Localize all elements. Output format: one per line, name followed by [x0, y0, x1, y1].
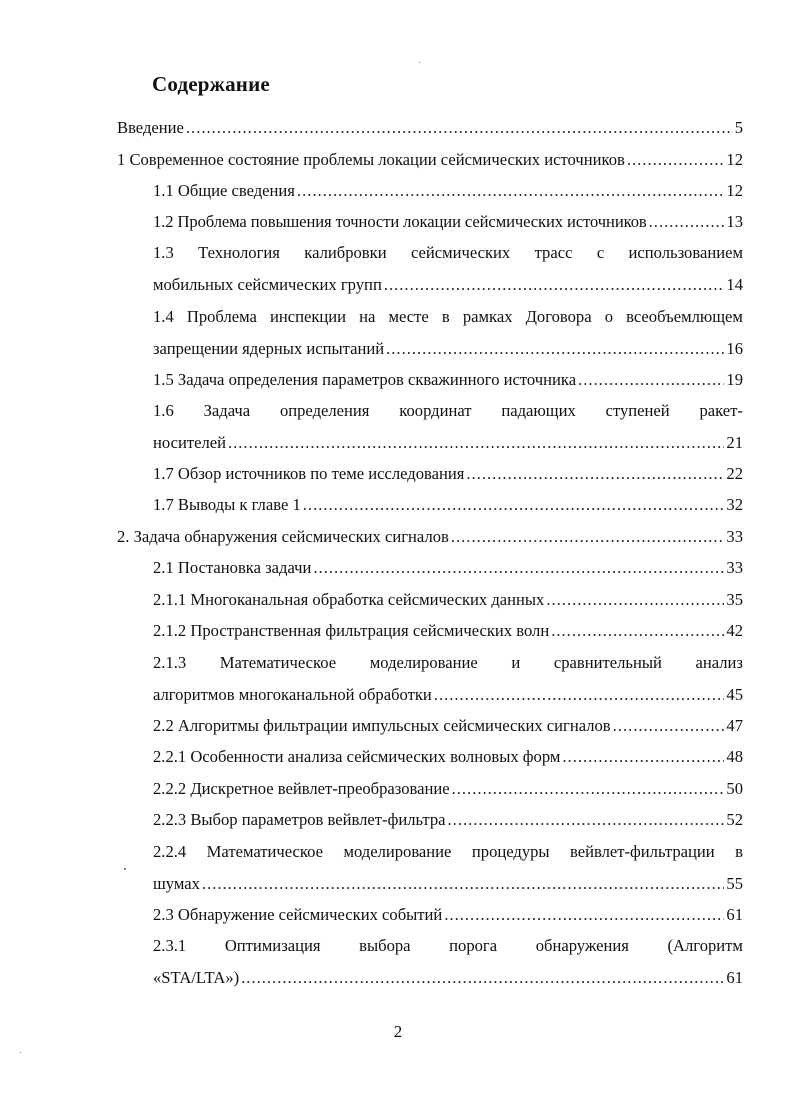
- toc-entry-title-line1: [153, 653, 743, 673]
- toc-entry[interactable]: [153, 558, 743, 578]
- toc-entry-title: 2. Задача обнаружения сейсмических сигналов: [117, 527, 449, 546]
- toc-entry-title: 1.7 Обзор источников по теме исследования: [153, 464, 465, 483]
- scan-speck: [419, 62, 420, 63]
- word: 1.6: [153, 401, 174, 420]
- dot-leader: [452, 779, 725, 799]
- dot-leader: [434, 685, 725, 705]
- toc-page-number: 33: [726, 527, 743, 546]
- dot-leader: [578, 370, 724, 390]
- toc-entry[interactable]: [153, 307, 743, 359]
- dot-leader: [303, 495, 725, 515]
- word: ракет-: [699, 401, 743, 420]
- toc-page-number: 45: [726, 685, 743, 704]
- dot-leader: [466, 464, 724, 484]
- toc-page-number: 21: [726, 433, 743, 452]
- word: падающих: [501, 401, 576, 420]
- dot-leader: [444, 905, 724, 925]
- dot-leader: [613, 716, 725, 736]
- word: и: [511, 653, 521, 672]
- word: моделирование: [343, 842, 452, 861]
- toc-entry-title-line2: мобильных сейсмических групп: [153, 275, 382, 294]
- toc-entry-title-line2: алгоритмов многоканальной обработки: [153, 685, 432, 704]
- word: инспекции: [269, 307, 347, 326]
- word: 2.3.1: [153, 936, 187, 955]
- page-number: 2: [393, 1022, 403, 1041]
- toc-page-number: 12: [726, 150, 743, 169]
- toc-page-number: 47: [726, 716, 743, 735]
- scan-speck: [20, 1052, 21, 1053]
- toc-entry[interactable]: [153, 495, 743, 515]
- word: Проблема: [186, 307, 257, 326]
- word: всеобъемлющем: [626, 307, 743, 326]
- toc-entry-title: 1 Современное состояние проблемы локации сейсмических источников: [117, 150, 625, 169]
- toc-entry-title: 2.3 Обнаружение сейсмических событий: [153, 905, 443, 924]
- word: на: [359, 307, 376, 326]
- dot-leader: [448, 810, 725, 830]
- word: 1.4: [153, 307, 174, 326]
- toc-page-number: 14: [726, 275, 743, 294]
- toc-page-number: 33: [726, 558, 743, 577]
- toc-entry-title: 1.7 Выводы к главе 1: [153, 495, 301, 514]
- word: рамках: [462, 307, 513, 326]
- toc-page-number: 50: [726, 779, 743, 798]
- word: в: [735, 842, 743, 861]
- toc-entry-title-line1: [153, 307, 743, 327]
- word: анализ: [695, 653, 743, 672]
- toc-page-number: 12: [726, 181, 743, 200]
- toc-entry-title: 1.2 Проблема повышения точности локации сейсмических источников: [153, 212, 647, 231]
- dot-leader: [386, 339, 724, 359]
- word: вейвлет-фильтрации: [570, 842, 715, 861]
- toc-page-number: 55: [726, 874, 743, 893]
- dot-leader: [384, 275, 725, 295]
- toc-page-number: 42: [726, 621, 743, 640]
- word: Технология: [198, 243, 280, 262]
- word: сейсмических: [410, 243, 511, 262]
- toc-entry-title-line1: [153, 401, 743, 421]
- toc-entry[interactable]: [153, 716, 743, 736]
- toc-entry-title-line2: запрещении ядерных испытаний: [153, 339, 385, 358]
- word: процедуры: [471, 842, 550, 861]
- dot-leader: [313, 558, 724, 578]
- toc-entry[interactable]: [117, 118, 743, 138]
- toc-entry[interactable]: [153, 653, 743, 705]
- toc-page-number: 32: [726, 495, 743, 514]
- toc-entry-title: 2.1.2 Пространственная фильтрация сейсмических волн: [153, 621, 550, 640]
- word: 2.1.3: [153, 653, 187, 672]
- toc-entry[interactable]: [153, 243, 743, 295]
- dot-leader: [202, 874, 725, 894]
- word: с: [596, 243, 605, 262]
- toc-entry-title-line2: шумах: [153, 874, 200, 893]
- toc-entry-title: 1.1 Общие сведения: [153, 181, 295, 200]
- dot-leader: [627, 150, 725, 170]
- toc-entry[interactable]: [153, 810, 743, 830]
- toc-page-number: 22: [726, 464, 743, 483]
- dot-leader: [297, 181, 724, 201]
- word: (Алгоритм: [667, 936, 743, 955]
- toc-entry[interactable]: [153, 842, 743, 894]
- toc-page-number: 61: [726, 905, 743, 924]
- word: Математическое: [206, 842, 323, 861]
- toc-entry-title-line1: [153, 936, 743, 956]
- word: моделирование: [369, 653, 478, 672]
- toc-entry-title-line2: «STA/LTA»): [153, 968, 240, 987]
- toc-entry[interactable]: [153, 590, 743, 610]
- toc-entry[interactable]: [153, 621, 743, 641]
- word: 1.3: [153, 243, 174, 262]
- toc-entry[interactable]: [153, 212, 743, 232]
- word: месте: [388, 307, 429, 326]
- word: порога: [449, 936, 498, 955]
- toc-page-number: 48: [726, 747, 743, 766]
- toc-entry-title: 2.1 Постановка задачи: [153, 558, 312, 577]
- toc-page-number: 5: [734, 118, 743, 137]
- word: о: [604, 307, 614, 326]
- word: обнаружения: [535, 936, 629, 955]
- toc-entry-title: Введение: [117, 118, 184, 137]
- toc-entry[interactable]: [117, 150, 743, 170]
- toc-entry[interactable]: [117, 527, 743, 547]
- word: ступеней: [605, 401, 670, 420]
- toc-entry-title: 1.5 Задача определения параметров скважинного источника: [153, 370, 577, 389]
- dot-leader: [451, 527, 725, 547]
- word: сравнительный: [553, 653, 662, 672]
- toc-page-number: 35: [726, 590, 743, 609]
- toc-entry-title: 2.2.1 Особенности анализа сейсмических волновых форм: [153, 747, 561, 766]
- toc-entry[interactable]: [153, 779, 743, 799]
- word: определения: [279, 401, 370, 420]
- word: выбора: [359, 936, 411, 955]
- toc-page-number: 19: [726, 370, 743, 389]
- word: Задача: [203, 401, 251, 420]
- word: Договора: [525, 307, 592, 326]
- word: трасс: [534, 243, 573, 262]
- dot-leader: [241, 968, 724, 988]
- page-title: Содержание: [152, 72, 270, 96]
- dot-leader: [546, 590, 724, 610]
- toc-entry[interactable]: [153, 936, 743, 988]
- toc-entry-title-line1: [153, 842, 743, 862]
- toc-page-number: 16: [726, 339, 743, 358]
- word: Оптимизация: [224, 936, 321, 955]
- word: координат: [399, 401, 472, 420]
- scan-speck: [124, 868, 126, 870]
- toc-entry-title: 2.2 Алгоритмы фильтрации импульсных сейсмических сигналов: [153, 716, 611, 735]
- toc-entry[interactable]: [153, 905, 743, 925]
- toc-page-number: 13: [726, 212, 743, 231]
- word: использованием: [628, 243, 743, 262]
- dot-leader: [649, 212, 725, 232]
- toc-entry-title-line1: [153, 243, 743, 263]
- toc-entry-title: 2.1.1 Многоканальная обработка сейсмических данных: [153, 590, 545, 609]
- toc-page-number: 52: [726, 810, 743, 829]
- toc-page-number: 61: [726, 968, 743, 987]
- toc-entry-title-line2: носителей: [153, 433, 226, 452]
- word: калибровки: [304, 243, 387, 262]
- toc-entry[interactable]: [153, 464, 743, 484]
- dot-leader: [551, 621, 724, 641]
- word: 2.2.4: [153, 842, 187, 861]
- dot-leader: [186, 118, 733, 138]
- toc-entry[interactable]: [153, 370, 743, 390]
- dot-leader: [228, 433, 724, 453]
- toc-entry[interactable]: [153, 747, 743, 767]
- toc-entry-title: 2.2.2 Дискретное вейвлет-преобразование: [153, 779, 450, 798]
- word: в: [441, 307, 450, 326]
- toc-entry[interactable]: [153, 401, 743, 453]
- toc-entry-title: 2.2.3 Выбор параметров вейвлет-фильтра: [153, 810, 446, 829]
- toc-entry[interactable]: [153, 181, 743, 201]
- dot-leader: [562, 747, 724, 767]
- word: Математическое: [219, 653, 337, 672]
